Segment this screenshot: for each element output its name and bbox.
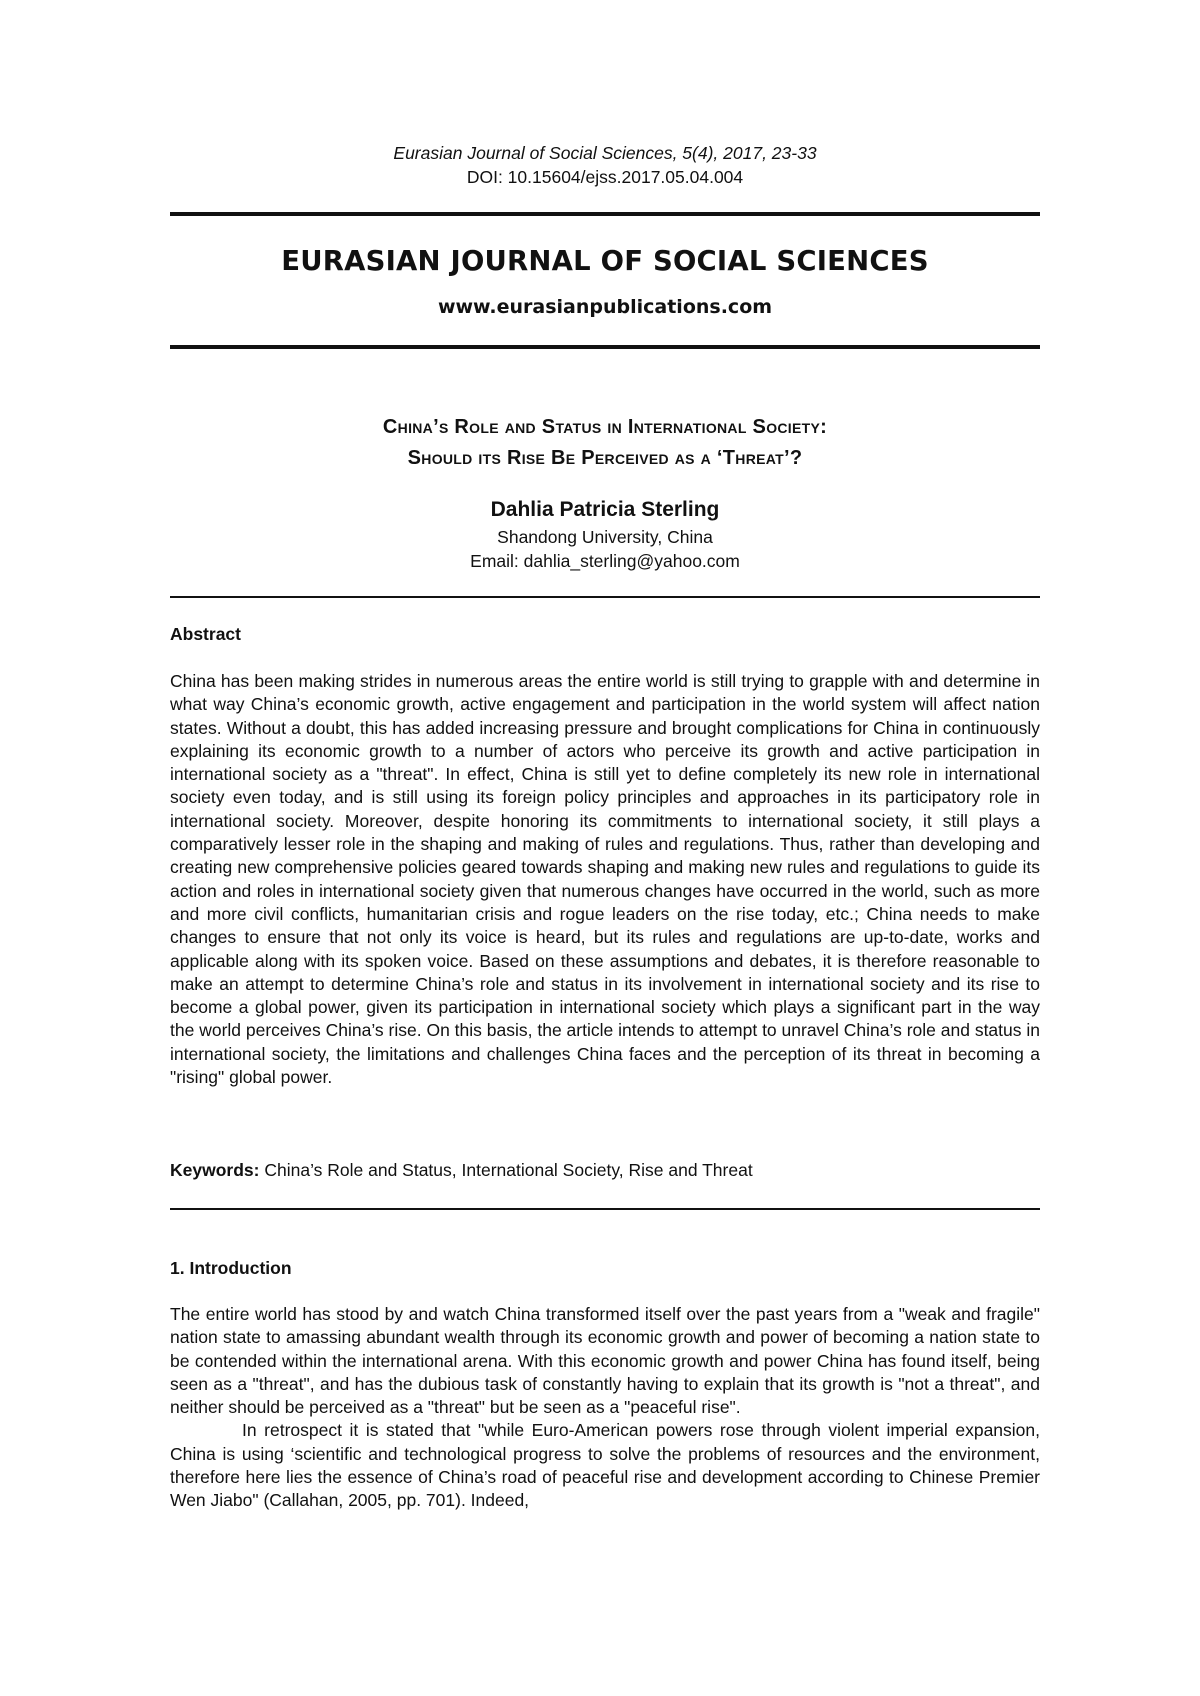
introduction-paragraph-1: The entire world has stood by and watch China transformed itself over the past years from a "weak and fragile" nation state to amassing abundant wealth through its economic growth and power of becoming a nation state to be contended within the international arena. With this economic growth and power China has found itself, being seen as a "threat", and has the dubious task of constantly having to explain that its growth is "not a threat", and neither should be perceived as a "threat" but be seen as a "peaceful rise". xyxy=(170,1304,1040,1418)
author-name: Dahlia Patricia Sterling xyxy=(490,498,720,521)
author-rule xyxy=(170,596,1040,598)
masthead-bottom-rule xyxy=(170,345,1040,349)
doi-line: DOI: 10.15604/ejss.2017.05.04.004 xyxy=(466,167,744,187)
author-email[interactable]: Email: dahlia_sterling@yahoo.com xyxy=(470,551,740,571)
introduction-paragraph-2: In retrospect it is stated that "while Euro-American powers rose through violent imperial expansion, China is using ‘scientific and technological progress to solve the problems of resources and the environment, therefore here lies the essence of China’s road of peaceful rise and development according to Chinese Premier Wen Jiabo" (Callahan, 2005, pp. 701). Indeed, xyxy=(170,1420,1040,1511)
abstract-text: China has been making strides in numerous areas the entire world is still trying to grapple with and determine in what way China’s economic growth, active engagement and participation in the world system will affect nation states. Without a doubt, this has added increasing pressure and brought complications for China in continuously explaining its economic growth to a number of actors who perceive its growth and active participation in international society as a "threat". In effect, China is still yet to define completely its new role in international society even today, and is still using its foreign policy principles and approaches in its participatory role in international society. Moreover, despite honoring its commitments to international society, it still plays a comparatively lesser role in the shaping and making of rules and regulations. Thus, rather than developing and creating new comprehensive policies geared towards shaping and making new rules and regulations to guide its action and roles in international society given that numerous changes have occurred in the world, such as more and more civil conflicts, humanitarian crisis and rogue leaders on the rise today, etc.; China needs to make changes to ensure that not only its voice is heard, but its rules and regulations are up-to-date, works and applicable along with its spoken voice. Based on these assumptions and debates, it is therefore reasonable to make an attempt to determine China’s role and status in its involvement in international society and its rise to become a global power, given its participation in international society which plays a significant part in the way the world perceives China’s rise. On this basis, the article intends to attempt to unravel China’s role and status in international society, the limitations and challenges China faces and the perception of its threat in becoming a "rising" global power. xyxy=(170,671,1040,1088)
top-rule xyxy=(170,212,1040,216)
keywords-label: Keywords: xyxy=(170,1160,260,1180)
journal-website[interactable]: www.eurasianpublications.com xyxy=(437,296,773,318)
title-line-1: China’s Role and Status in International Society: xyxy=(382,416,828,438)
keywords-text: China’s Role and Status, International Society, Rise and Threat xyxy=(264,1160,753,1180)
introduction-body xyxy=(170,1303,1040,1513)
title-line-2: Should its Rise Be Perceived as a ‘Threat’? xyxy=(407,447,803,469)
keywords-rule xyxy=(170,1208,1040,1210)
keywords xyxy=(170,1158,1040,1182)
abstract-heading: Abstract xyxy=(170,624,241,644)
journal-citation: Eurasian Journal of Social Sciences, 5(4), 2017, 23-33 xyxy=(393,143,817,163)
introduction-heading: 1. Introduction xyxy=(170,1258,292,1278)
author-affiliation: Shandong University, China xyxy=(497,527,713,547)
article-title xyxy=(170,412,1040,474)
journal-name: EURASIAN JOURNAL OF SOCIAL SCIENCES xyxy=(281,245,929,277)
